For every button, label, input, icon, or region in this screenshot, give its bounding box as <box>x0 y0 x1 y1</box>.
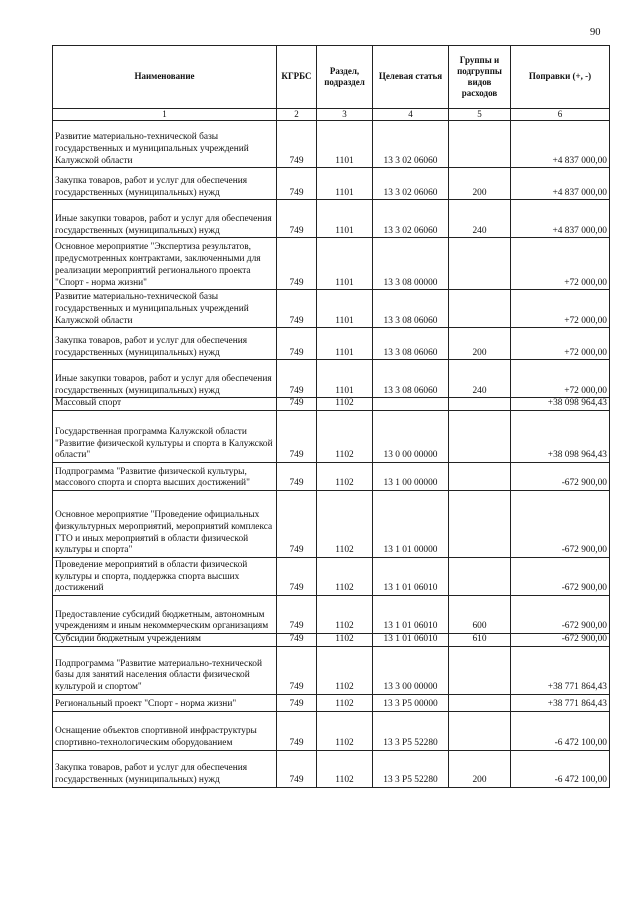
row-amount: +72 000,00 <box>511 360 610 398</box>
column-number: 3 <box>317 109 373 121</box>
row-section: 1102 <box>317 750 373 787</box>
header-amendments: Поправки (+, -) <box>511 46 610 109</box>
row-group <box>449 711 511 750</box>
row-group <box>449 398 511 411</box>
column-number: 5 <box>449 109 511 121</box>
row-kgrbs: 749 <box>277 168 317 200</box>
row-name: Подпрограмма "Развитие материально-технической базы для занятий населения области физической культурой и спортом" <box>53 646 277 694</box>
row-name: Проведение мероприятий в области физической культуры и спорта, поддержка спорта высших достижений <box>53 558 277 596</box>
row-target: 13 1 01 00000 <box>373 491 449 558</box>
row-kgrbs: 749 <box>277 634 317 647</box>
row-amount: +38 098 964,43 <box>511 398 610 411</box>
row-section: 1101 <box>317 200 373 238</box>
row-section: 1101 <box>317 290 373 328</box>
row-section: 1101 <box>317 168 373 200</box>
row-amount: -6 472 100,00 <box>511 750 610 787</box>
row-amount: +4 837 000,00 <box>511 200 610 238</box>
row-target: 13 1 00 00000 <box>373 463 449 491</box>
row-kgrbs: 749 <box>277 646 317 694</box>
row-kgrbs: 749 <box>277 596 317 634</box>
row-target: 13 1 01 06010 <box>373 634 449 647</box>
row-name: Оснащение объектов спортивной инфраструктуры спортивно-технологическим оборудованием <box>53 711 277 750</box>
row-amount: +38 771 864,43 <box>511 646 610 694</box>
column-number: 2 <box>277 109 317 121</box>
row-target: 13 3 P5 00000 <box>373 694 449 711</box>
row-kgrbs: 749 <box>277 711 317 750</box>
row-kgrbs: 749 <box>277 463 317 491</box>
row-section: 1102 <box>317 711 373 750</box>
header-section: Раздел, подраздел <box>317 46 373 109</box>
budget-amendments-table <box>52 45 610 788</box>
row-name: Массовый спорт <box>53 398 277 411</box>
table-row <box>53 491 610 558</box>
row-name: Развитие материально-технической базы государственных и муниципальных учреждений Калужской области <box>53 290 277 328</box>
row-group <box>449 238 511 290</box>
row-group <box>449 463 511 491</box>
row-name: Государственная программа Калужской области "Развитие физической культуры и спорта в Калужской области" <box>53 411 277 463</box>
row-group: 240 <box>449 360 511 398</box>
table-row <box>53 596 610 634</box>
row-amount: -672 900,00 <box>511 634 610 647</box>
row-group <box>449 694 511 711</box>
row-group: 200 <box>449 168 511 200</box>
row-group: 600 <box>449 596 511 634</box>
table-row <box>53 121 610 168</box>
row-group <box>449 121 511 168</box>
row-kgrbs: 749 <box>277 360 317 398</box>
row-group: 610 <box>449 634 511 647</box>
row-section: 1102 <box>317 558 373 596</box>
row-target: 13 1 01 06010 <box>373 558 449 596</box>
row-kgrbs: 749 <box>277 290 317 328</box>
row-group <box>449 290 511 328</box>
table-row <box>53 398 610 411</box>
row-target: 13 3 08 06060 <box>373 360 449 398</box>
row-group <box>449 491 511 558</box>
row-name: Развитие материально-технической базы государственных и муниципальных учреждений Калужской области <box>53 121 277 168</box>
row-amount: -672 900,00 <box>511 558 610 596</box>
row-section: 1102 <box>317 491 373 558</box>
table-row <box>53 411 610 463</box>
row-target: 13 3 02 06060 <box>373 200 449 238</box>
row-name: Подпрограмма "Развитие физической культуры, массового спорта и спорта высших достижений" <box>53 463 277 491</box>
row-amount: +38 098 964,43 <box>511 411 610 463</box>
row-group: 200 <box>449 750 511 787</box>
table-row <box>53 711 610 750</box>
row-amount: +4 837 000,00 <box>511 168 610 200</box>
row-kgrbs: 749 <box>277 328 317 360</box>
table-row <box>53 290 610 328</box>
row-target <box>373 398 449 411</box>
row-section: 1102 <box>317 646 373 694</box>
row-kgrbs: 749 <box>277 491 317 558</box>
row-name: Закупка товаров, работ и услуг для обеспечения государственных (муниципальных) нужд <box>53 750 277 787</box>
row-amount: +72 000,00 <box>511 328 610 360</box>
column-number: 6 <box>511 109 610 121</box>
row-kgrbs: 749 <box>277 750 317 787</box>
header-name: Наименование <box>53 46 277 109</box>
row-group <box>449 411 511 463</box>
row-amount: +72 000,00 <box>511 238 610 290</box>
row-target: 13 3 P5 52280 <box>373 711 449 750</box>
row-name: Закупка товаров, работ и услуг для обеспечения государственных (муниципальных) нужд <box>53 168 277 200</box>
table-row <box>53 360 610 398</box>
row-section: 1102 <box>317 596 373 634</box>
row-amount: +72 000,00 <box>511 290 610 328</box>
column-number: 1 <box>53 109 277 121</box>
row-kgrbs: 749 <box>277 558 317 596</box>
row-section: 1102 <box>317 411 373 463</box>
column-numbering-row <box>53 109 610 121</box>
row-section: 1102 <box>317 398 373 411</box>
header-groups: Группы и подгруппы видов расходов <box>449 46 511 109</box>
table-row <box>53 168 610 200</box>
row-target: 13 3 08 06060 <box>373 290 449 328</box>
row-name: Иные закупки товаров, работ и услуг для обеспечения государственных (муниципальных) нужд <box>53 200 277 238</box>
header-row <box>53 46 610 109</box>
row-target: 13 3 08 06060 <box>373 328 449 360</box>
row-name: Субсидии бюджетным учреждениям <box>53 634 277 647</box>
row-group <box>449 558 511 596</box>
table-row <box>53 694 610 711</box>
row-name: Региональный проект "Спорт - норма жизни" <box>53 694 277 711</box>
row-target: 13 3 08 00000 <box>373 238 449 290</box>
table-row <box>53 750 610 787</box>
row-target: 13 3 02 06060 <box>373 121 449 168</box>
row-name: Закупка товаров, работ и услуг для обеспечения государственных (муниципальных) нужд <box>53 328 277 360</box>
row-section: 1101 <box>317 238 373 290</box>
row-kgrbs: 749 <box>277 694 317 711</box>
table-row <box>53 634 610 647</box>
row-kgrbs: 749 <box>277 121 317 168</box>
row-section: 1101 <box>317 328 373 360</box>
row-section: 1102 <box>317 694 373 711</box>
row-group: 200 <box>449 328 511 360</box>
row-section: 1102 <box>317 463 373 491</box>
row-section: 1102 <box>317 634 373 647</box>
row-name: Иные закупки товаров, работ и услуг для обеспечения государственных (муниципальных) нужд <box>53 360 277 398</box>
page-number: 90 <box>590 27 601 38</box>
header-target: Целевая статья <box>373 46 449 109</box>
row-name: Основное мероприятие "Проведение официальных физкультурных мероприятий, мероприятий комплекса ГТО и иных мероприятий в области физической культуры и спорта" <box>53 491 277 558</box>
row-section: 1101 <box>317 121 373 168</box>
row-group <box>449 646 511 694</box>
row-target: 13 3 00 00000 <box>373 646 449 694</box>
row-target: 13 3 02 06060 <box>373 168 449 200</box>
table-row <box>53 238 610 290</box>
row-name: Предоставление субсидий бюджетным, автономным учреждениям и иным некоммерческим организациям <box>53 596 277 634</box>
row-group: 240 <box>449 200 511 238</box>
row-kgrbs: 749 <box>277 398 317 411</box>
row-kgrbs: 749 <box>277 238 317 290</box>
row-target: 13 1 01 06010 <box>373 596 449 634</box>
row-kgrbs: 749 <box>277 411 317 463</box>
row-amount: -672 900,00 <box>511 491 610 558</box>
table-row <box>53 328 610 360</box>
header-kgrbs: КГРБС <box>277 46 317 109</box>
row-amount: -672 900,00 <box>511 596 610 634</box>
table-row <box>53 558 610 596</box>
row-amount: +4 837 000,00 <box>511 121 610 168</box>
row-amount: -6 472 100,00 <box>511 711 610 750</box>
row-name: Основное мероприятие "Экспертиза результатов, предусмотренных контрактами, заключенными для реализации мероприятий регионального проекта "Спорт - норма жизни" <box>53 238 277 290</box>
table-row <box>53 463 610 491</box>
column-number: 4 <box>373 109 449 121</box>
table-row <box>53 646 610 694</box>
table-row <box>53 200 610 238</box>
row-kgrbs: 749 <box>277 200 317 238</box>
row-amount: +38 771 864,43 <box>511 694 610 711</box>
row-amount: -672 900,00 <box>511 463 610 491</box>
row-target: 13 3 P5 52280 <box>373 750 449 787</box>
table-body <box>53 121 610 788</box>
row-target: 13 0 00 00000 <box>373 411 449 463</box>
row-section: 1101 <box>317 360 373 398</box>
